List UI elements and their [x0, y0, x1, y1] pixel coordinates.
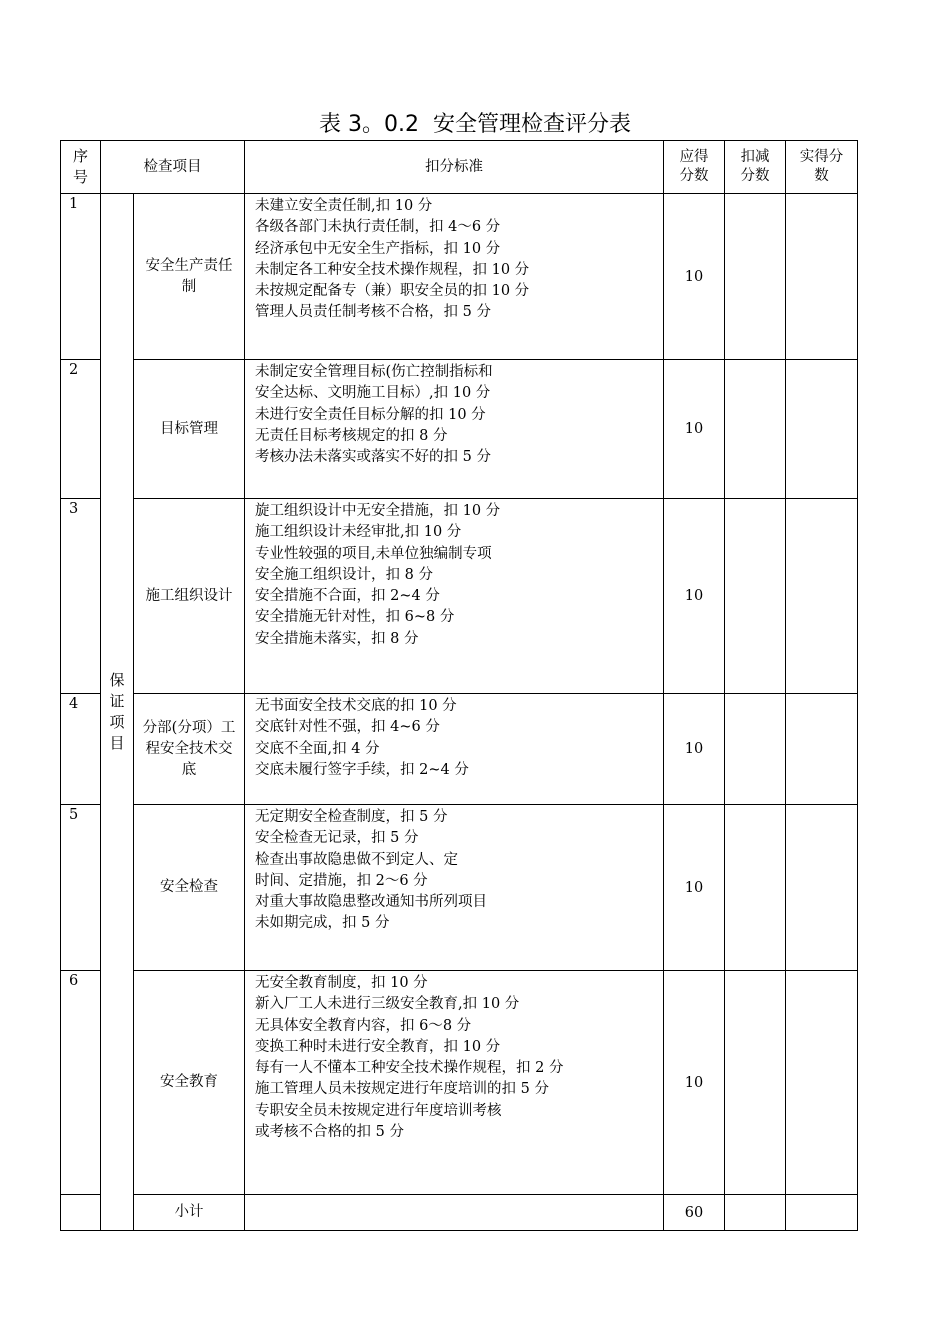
- table-row: [61, 694, 858, 805]
- row-seq: 2: [61, 360, 101, 499]
- row-item: 安全检查: [134, 805, 245, 971]
- header-deduct-score: 扣减分数: [725, 141, 786, 194]
- row-actual-score[interactable]: [786, 499, 858, 694]
- row-item: 安全教育: [134, 971, 245, 1195]
- row-seq: 4: [61, 694, 101, 805]
- row-criteria: 无书面安全技术交底的扣 10 分 交底针对性不强，扣 4~6 分 交底不全面,扣 4 分 交底未履行签字手续，扣 2~4 分: [245, 694, 664, 805]
- table-row: [61, 499, 858, 694]
- row-deduct-score[interactable]: [725, 971, 786, 1195]
- subtotal-actual-score[interactable]: [786, 1195, 858, 1231]
- row-criteria: 无安全教育制度，扣 10 分 新入厂工人未进行三级安全教育,扣 10 分 无具体安全教育内容，扣 6～8 分 变换工种时未进行安全教育，扣 10 分 每有一人不懂本工种安全技术操作规程，扣 2 分 施工管理人员未按规定进行年度培训的扣 5 分 专职安全员未按规定进行年度培训考核 或考核不合格的扣 5 分: [245, 971, 664, 1195]
- row-seq: 5: [61, 805, 101, 971]
- row-item: 分部(分项）工程安全技术交 底: [134, 694, 245, 805]
- row-due-score: 10: [664, 805, 725, 971]
- subtotal-label: 小计: [134, 1195, 245, 1231]
- table-row: [61, 194, 858, 360]
- row-actual-score[interactable]: [786, 360, 858, 499]
- row-due-score: 10: [664, 694, 725, 805]
- header-criteria: 扣分标准: [245, 141, 664, 194]
- row-criteria: 未制定安全管理目标(伤亡控制指标和 安全达标、文明施工目标）,扣 10 分 未进行安全责任目标分解的扣 10 分 无责任目标考核规定的扣 8 分 考核办法未落实或落实不好的扣 5 分: [245, 360, 664, 499]
- row-actual-score[interactable]: [786, 971, 858, 1195]
- row-seq: 6: [61, 971, 101, 1195]
- row-due-score: 10: [664, 360, 725, 499]
- subtotal-due-score: 60: [664, 1195, 725, 1231]
- table-row: [61, 805, 858, 971]
- table-row: [61, 360, 858, 499]
- header-check-item: 检查项目: [101, 141, 245, 194]
- header-actual-score: 实得分数: [786, 141, 858, 194]
- subtotal-seq: [61, 1195, 101, 1231]
- table-row: [61, 971, 858, 1195]
- row-item: 目标管理: [134, 360, 245, 499]
- row-actual-score[interactable]: [786, 194, 858, 360]
- subtotal-criteria: [245, 1195, 664, 1231]
- row-criteria: 无定期安全检查制度，扣 5 分 安全检查无记录，扣 5 分 检查出事故隐患做不到定人、定 时间、定措施，扣 2～6 分 对重大事故隐患整改通知书所列项目 未如期完成，扣 5 分: [245, 805, 664, 971]
- row-actual-score[interactable]: [786, 805, 858, 971]
- row-criteria: 旋工组织设计中无安全措施，扣 10 分 施工组织设计未经审批,扣 10 分 专业性较强的项目,未单位独编制专项 安全施工组织设计，扣 8 分 安全措施不合面，扣 2~4 分 安全措施无针对性，扣 6~8 分 安全措施未落实，扣 8 分: [245, 499, 664, 694]
- row-deduct-score[interactable]: [725, 499, 786, 694]
- row-seq: 1: [61, 194, 101, 360]
- row-item: 施工组织设计: [134, 499, 245, 694]
- header-row: [61, 141, 858, 194]
- header-due-score: 应得分数: [664, 141, 725, 194]
- header-seq: 序号: [61, 141, 101, 194]
- row-due-score: 10: [664, 499, 725, 694]
- row-due-score: 10: [664, 971, 725, 1195]
- row-criteria: 未建立安全责任制,扣 10 分 各级各部门未执行责任制，扣 4～6 分 经济承包中无安全生产指标，扣 10 分 未制定各工种安全技术操作规程，扣 10 分 未按规定配备专（兼）职安全员的扣 10 分 管理人员责任制考核不合格，扣 5 分: [245, 194, 664, 360]
- row-deduct-score[interactable]: [725, 694, 786, 805]
- subtotal-deduct-score[interactable]: [725, 1195, 786, 1231]
- row-deduct-score[interactable]: [725, 360, 786, 499]
- row-seq: 3: [61, 499, 101, 694]
- row-deduct-score[interactable]: [725, 805, 786, 971]
- row-item: 安全生产责任制: [134, 194, 245, 360]
- row-deduct-score[interactable]: [725, 194, 786, 360]
- safety-management-score-table: [60, 140, 858, 1231]
- group-label: 保证项目: [101, 194, 134, 1231]
- row-due-score: 10: [664, 194, 725, 360]
- subtotal-row: [61, 1195, 858, 1231]
- page-title: 表 3。0.2 安全管理检查评分表: [319, 112, 631, 137]
- row-actual-score[interactable]: [786, 694, 858, 805]
